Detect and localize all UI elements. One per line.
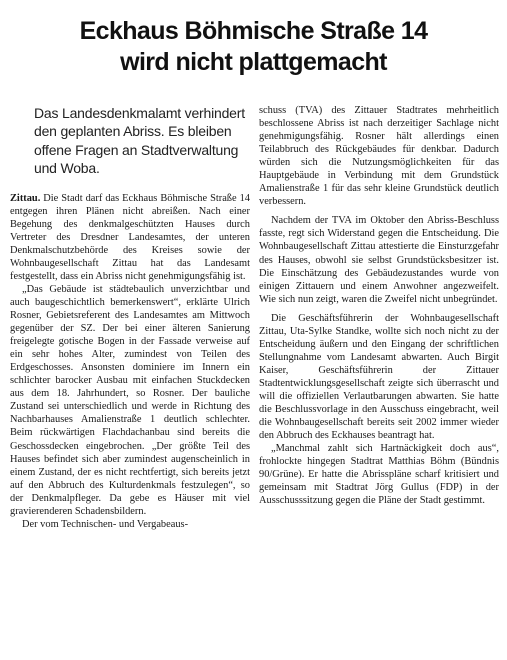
- article-column-left: [10, 104, 250, 531]
- paragraph-1: [10, 192, 250, 283]
- paragraph-6: „Manchmal zahlt sich Hartnäckigkeit doch aus“, frohlockte hingegen Stadtrat Matthias Böhm (Bündnis 90/Grüne). Er hatte die Abrisspläne scharf kritisiert und gemeinsam mit Stadtrat Jörg Gullus (FDP) in der Ausschusssitzung gegen die Pläne der Stadt gestimmt.: [259, 443, 499, 507]
- paragraph-3-continued: schuss (TVA) des Zittauer Stadtrates mehrheitlich beschlossene Abriss ist nach derzeitiger Sachlage nicht genehmigungsfähig. Rosner hält allerdings einen Teilabbruch des Rückgebäudes für denkbar. Dadurch würden sich die Nutzungsmöglichkeiten für das Hauptgebäude in Verbindung mit dem Grundstück Amalienstraße 1 für das sehr kleine Grundstück deutlich verbessern.: [259, 105, 499, 208]
- paragraph-1-text: Die Stadt darf das Eckhaus Böhmische Straße 14 entgegen ihren Plänen nicht abreißen. Nach einer Begehung des denkmalgeschützten Hauses durch Vertreter des Dresdner Landesamtes, der unteren Denkmalschutzbehörde des Kreises sowie der Wohnbaugesellschaft Zittau hat das Landesamt festgestellt, dass ein Abriss nicht genehmigungsfähig ist.: [10, 192, 250, 282]
- article-teaser: Das Landesdenkmalamt verhindert den geplanten Abriss. Es bleiben offene Fragen an Stadtverwaltung und Woba.: [34, 105, 245, 177]
- article-headline: [0, 16, 507, 78]
- article-column-right: [259, 104, 499, 507]
- paragraph-4: Nachdem der TVA im Oktober den Abriss-Beschluss fasste, regt sich Widerstand gegen die Entscheidung. Die Wohnbaugesellschaft Zittau attestierte die Einsturzgefahr des Hauses, obwohl sie selbst Grundstücksbesitzer ist. Die Einschätzung des Gebäudezustandes wurde von einigen Zittauern und einem Anwohner angezweifelt. Wie sich nun zeigt, waren die Zweifel nicht unbegründet.: [259, 215, 499, 305]
- paragraph-2: „Das Gebäude ist städtebaulich unverzichtbar und auch baugeschichtlich bemerkenswert“, erklärte Ulrich Rosner, Gebietsreferent des Landesamtes am Mittwoch gegenüber der SZ. Der bei einer älteren Sanierung freigelegte gotische Bogen in der Fassade verweise auf ein sehr hohes Alter, zumindest von Teilen des Erdgeschosses. Ansonsten dominiere im Innern ein schlichter barocker Ausbau mit einfachen Stuckdecken aus dem 18. Jahrhundert, so Rosner. Der bauliche Zustand sei unterschiedlich und werde in Richtung des Nachbarhauses Amalienstraße 1 deutlich schlechter. Beim rückwärtigen Flachdachanbau sind bereits die Geschossdecken eingebrochen. „Der größte Teil des Hauses befindet sich aber zumindest augenscheinlich in einem Zustand, der es nicht rechtfertigt, sich bereits jetzt auf den Abbruch des Kulturdenkmals festzulegen“, so der Denkmalpfleger. Da gebe es Häuser mit viel gravierenderen Schadensbildern.: [10, 283, 250, 517]
- paragraph-3: Der vom Technischen- und Vergabeaus-: [22, 518, 189, 530]
- headline-line-1: Eckhaus Böhmische Straße 14: [79, 17, 428, 45]
- dateline: Zittau.: [10, 192, 41, 204]
- headline-line-2: wird nicht plattgemacht: [120, 48, 387, 76]
- paragraph-5: Die Geschäftsführerin der Wohnbaugesellschaft Zittau, Uta-Sylke Standke, wollte sich noch nicht zu der Entscheidung äußern und den Eingang der schriftlichen Stellungnahme vom Landesamt abwarten. Auch Birgit Kaiser, Geschäftsführerin der Zittauer Stadtentwicklungsgesellschaft zeigte sich überrascht und will die offiziellen Verlautbarungen abwarten. Sie hatte die Beschlussvorlage in den Ausschuss eingebracht, weil die Wohnbaugesellschaft bereits seit 2002 immer wieder den Abbruch des Eckhauses beantragt hat.: [259, 312, 499, 442]
